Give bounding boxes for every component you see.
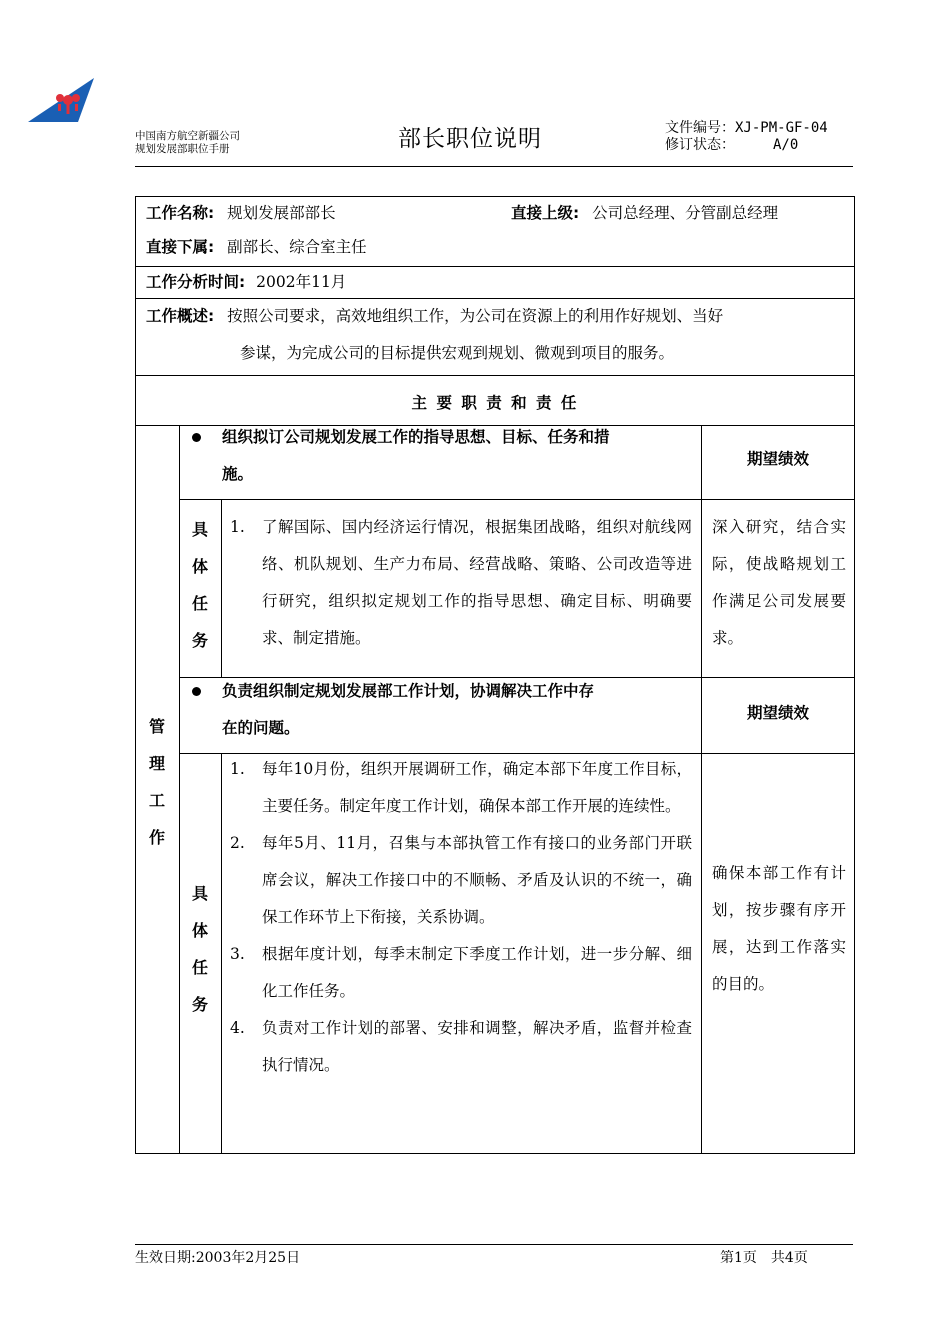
- revision-label: 修订状态：: [665, 137, 735, 153]
- subordinate-row: [146, 235, 367, 257]
- row-divider: [136, 298, 854, 299]
- document-info: [665, 120, 828, 154]
- summary-label: 工作概述:: [146, 307, 215, 325]
- analysis-row: [146, 270, 346, 292]
- duty-2-heading: [222, 673, 692, 747]
- duty-1-heading-line-1: 组织拟订公司规划发展工作的指导思想、目标、任务和措: [222, 428, 610, 446]
- duty-2-performance: 确保本部工作有计划，按步骤有序开展，达到工作落实的目的。: [712, 864, 846, 993]
- category-text: 管理工作: [148, 717, 165, 847]
- column-divider: [221, 753, 222, 1154]
- effective-date: 生效日期:2003年2月25日: [135, 1250, 301, 1266]
- task-item: [230, 751, 692, 825]
- task-item: [230, 825, 692, 936]
- duty-1-task-list: [230, 509, 692, 657]
- task-label: [190, 511, 210, 659]
- superior-label: 直接上级:: [511, 204, 580, 222]
- category-label: [147, 708, 167, 856]
- subordinate-value: 副部长、综合室主任: [227, 238, 367, 256]
- superior-row: [511, 201, 778, 223]
- task-label-text: 具体任务: [191, 520, 208, 650]
- task-item: [230, 509, 692, 657]
- duty-2-heading-line-2: 在的问题。: [222, 719, 300, 737]
- job-description-table: [135, 196, 855, 1154]
- column-divider: [701, 425, 702, 1154]
- summary-row: [146, 304, 723, 326]
- duty-2-heading-line-1: 负责组织制定规划发展部工作计划，协调解决工作中存: [222, 682, 595, 700]
- task-item: [230, 1010, 692, 1084]
- row-divider: [136, 375, 854, 376]
- duty-1-heading: [222, 419, 692, 493]
- column-divider: [179, 425, 180, 1154]
- job-name-value: 规划发展部部长: [227, 204, 336, 222]
- duty-2-performance-label: 期望绩效: [746, 704, 809, 722]
- superior-value: 公司总经理、分管副总经理: [592, 204, 779, 222]
- task-label-text: 具体任务: [191, 884, 208, 1014]
- task-item: [230, 936, 692, 1010]
- task-text: 负责对工作计划的部署、安排和调整，解决矛盾，监督并检查执行情况。: [262, 1019, 692, 1074]
- bullet-icon: [192, 433, 201, 442]
- analysis-label: 工作分析时间:: [146, 273, 246, 291]
- kapok-flower-logo-icon: [28, 78, 94, 124]
- task-number: 3.: [230, 945, 245, 963]
- header-divider: [135, 166, 853, 167]
- task-number: 2.: [230, 834, 245, 852]
- section-title: 主 要 职 责 和 责 任: [411, 394, 579, 412]
- row-divider: [136, 266, 854, 267]
- job-name-label: 工作名称:: [146, 204, 215, 222]
- duty-2-task-list: [230, 751, 692, 1084]
- task-text: 每年5月、11月，召集与本部执管工作有接口的业务部门开联席会议，解决工作接口中的不顺畅、矛盾及认识的不统一，确保工作环节上下衔接，关系协调。: [262, 834, 692, 926]
- task-number: 1.: [230, 518, 245, 536]
- page-title: 部长职位说明: [398, 126, 542, 152]
- task-text: 了解国际、国内经济运行情况，根据集团战略，组织对航线网络、机队规划、生产力布局、经营战略、策略、公司改造等进行研究，组织拟定规划工作的指导思想、确定目标、明确要求、制定措施。: [262, 518, 692, 647]
- summary-line-1: 按照公司要求，高效地组织工作，为公司在资源上的利用作好规划、当好: [227, 307, 724, 325]
- duty-1-heading-line-2: 施。: [222, 465, 254, 483]
- bullet-icon: [192, 687, 201, 696]
- job-name-row: [146, 201, 336, 223]
- page-number: 第1页 共4页: [720, 1250, 808, 1266]
- analysis-value: 2002年11月: [256, 273, 347, 291]
- company-logo: [28, 78, 94, 124]
- doc-number-row: [665, 120, 828, 137]
- duty-1-performance: 深入研究，结合实际，使战略规划工作满足公司发展要求。: [712, 518, 846, 647]
- doc-number-label: 文件编号：: [665, 120, 735, 136]
- task-number: 1.: [230, 760, 245, 778]
- revision-row: [665, 137, 828, 154]
- task-label: [190, 875, 210, 1023]
- doc-number: XJ-PM-GF-04: [735, 120, 828, 136]
- summary-line-2: 参谋，为完成公司的目标提供宏观到规划、微观到项目的服务。: [240, 344, 675, 362]
- column-divider: [221, 499, 222, 677]
- row-divider: [179, 499, 854, 500]
- task-text: 每年10月份，组织开展调研工作，确定本部下年度工作目标，主要任务。制定年度工作计划，确保本部工作开展的连续性。: [262, 760, 692, 815]
- footer-divider: [135, 1244, 853, 1245]
- task-text: 根据年度计划，每季末制定下季度工作计划，进一步分解、细化工作任务。: [262, 945, 692, 1000]
- manual-name: 规划发展部职位手册: [135, 143, 230, 155]
- subordinate-label: 直接下属:: [146, 238, 215, 256]
- company-block: [135, 130, 240, 156]
- company-name: 中国南方航空新疆公司: [135, 130, 240, 142]
- duty-1-performance-label: 期望绩效: [746, 450, 809, 468]
- revision-value: A/0: [773, 137, 799, 153]
- task-number: 4.: [230, 1019, 245, 1037]
